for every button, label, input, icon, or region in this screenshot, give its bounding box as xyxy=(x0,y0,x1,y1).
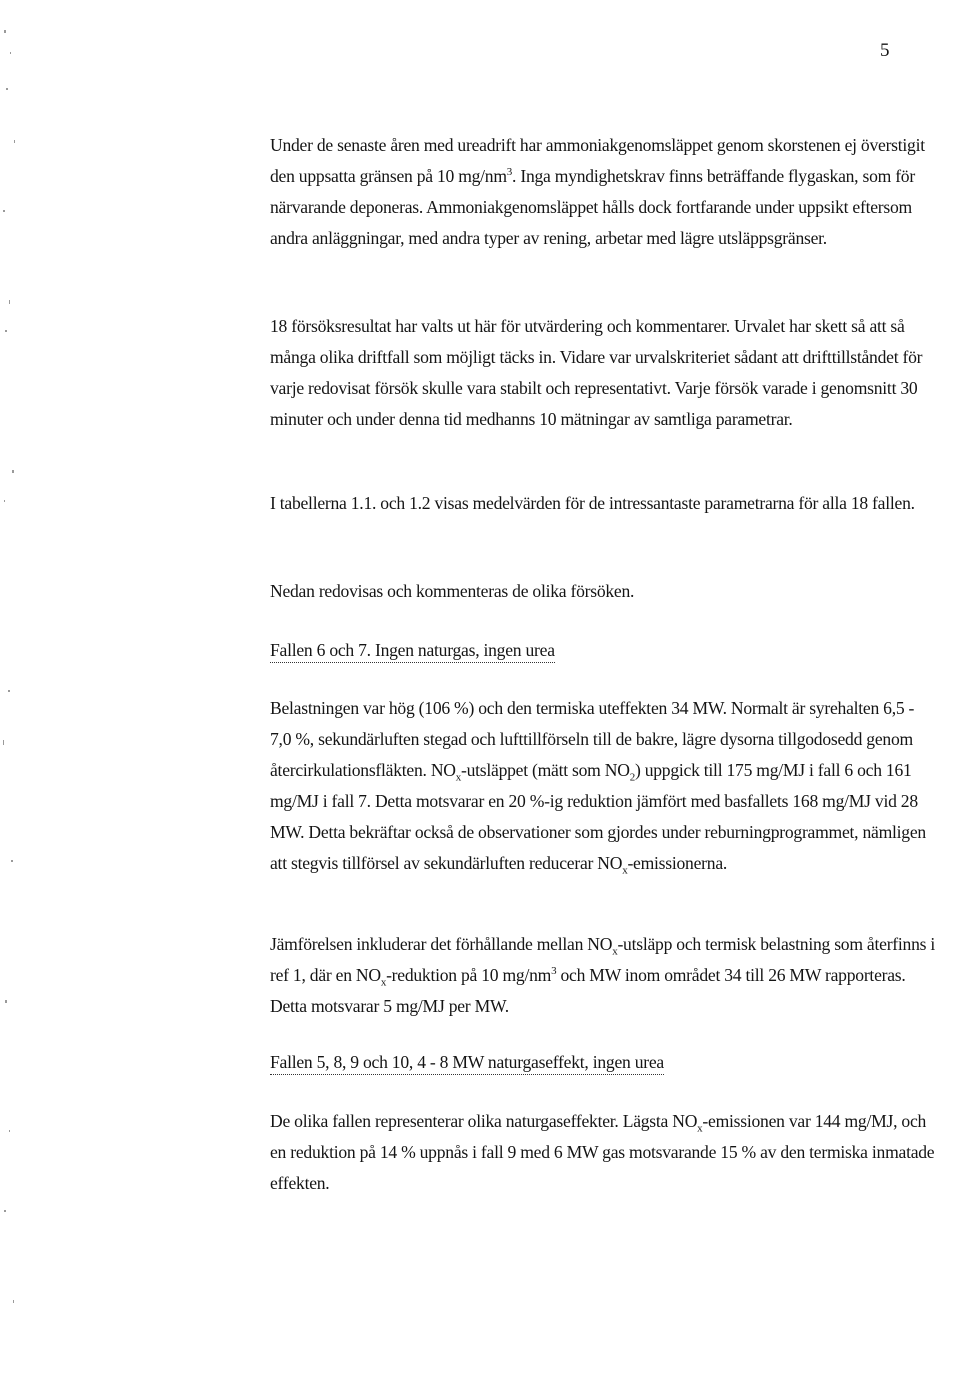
subscript: x xyxy=(622,864,628,877)
subscript: x xyxy=(380,976,387,989)
text-segment: -utsläppet (mätt som NO xyxy=(460,760,630,780)
text-segment: -reduktion på 10 mg/nm xyxy=(386,965,552,985)
superscript: 3 xyxy=(551,965,557,978)
text-segment: De olika fallen representerar olika naturgaseffekter. Lägsta NO xyxy=(270,1111,698,1131)
text-segment: Under de senaste åren med ureadrift har ammoniakgenomsläppet genom skorstenen ej överstigit den uppsatta gränsen på 10 mg/nm xyxy=(270,135,925,186)
scan-edge-noise xyxy=(0,0,40,1378)
section-heading-cases-6-7: Fallen 6 och 7. Ingen naturgas, ingen urea xyxy=(270,638,555,663)
text-segment: . Inga myndighetskrav finns beträffande flygaskan, som för närvarande deponeras. Ammoniakgenomsläppet hålls dock fortfarande under uppsikt eftersom andra anläggningar, med andra typer av rening, arbetar med lägre utsläppsgränser. xyxy=(270,166,915,248)
subscript: x xyxy=(697,1122,703,1135)
subscript: x xyxy=(612,945,618,958)
paragraph-intro-tests: Nedan redovisas och kommenteras de olika försöken. xyxy=(270,581,635,601)
text-segment: -emissionen var 144 mg/MJ, och en reduktion på 14 % uppnås i fall 9 med 6 MW gas motsvarande 15 % av den termiska inmatade effekten. xyxy=(270,1111,935,1193)
text-segment: och MW inom området 34 till 26 MW rapporteras. Detta motsvarar 5 mg/MJ per MW. xyxy=(270,965,906,1016)
paragraph-test-results: 18 försöksresultat har valts ut här för utvärdering och kommentarer. Urvalet har skett så att så många olika driftfall som möjligt täcks in. Vidare var urvalskriteriet sådant att drifttillståndet för varje redovisat försök skulle vara stabilt och representativt. Varje försök varade i genomsnitt 30 minuter och under denna tid medhanns 10 mätningar av samtliga parametrar. xyxy=(270,316,923,429)
paragraph-ammonia-emissions xyxy=(270,130,938,254)
paragraph-cases-5-8-9-10 xyxy=(270,1106,938,1199)
superscript: 3 xyxy=(506,166,513,179)
paragraph-tables-reference: I tabellerna 1.1. och 1.2 visas medelvärden för de intressantaste parametrarna för alla 18 fallen. xyxy=(270,493,915,513)
page-number: 5 xyxy=(880,40,890,61)
paragraph-cases-6-7 xyxy=(270,693,938,879)
text-segment: Belastningen var hög (106 %) och den termiska uteffekten 34 MW. Normalt är syrehalten 6,5 - 7,0 %, sekundärluften stegad och lufttillförseln till de bakre, lägre dysorna tillgodosedd genom återcirkulationsfläkten. NO xyxy=(270,698,915,780)
text-segment: Jämförelsen inkluderar det förhållande mellan NO xyxy=(270,934,613,954)
text-segment: -emissionerna. xyxy=(627,853,728,873)
text-segment: ) uppgick till 175 mg/MJ i fall 6 och 161 mg/MJ i fall 7. Detta motsvarar en 20 %-ig reduktion jämfört med basfallets 168 mg/MJ vid 28 MW. Detta bekräftar också de observationer som gjordes under reburningprogrammet, nämligen att stegvis tillförsel av sekundärluften reducerar NO xyxy=(270,760,926,873)
text-segment: -utsläpp och termisk belastning som återfinns i ref 1, där en NO xyxy=(270,934,936,985)
section-heading-cases-5-8-9-10: Fallen 5, 8, 9 och 10, 4 - 8 MW naturgaseffekt, ingen urea xyxy=(270,1050,664,1075)
paragraph-comparison xyxy=(270,929,938,1022)
subscript: x xyxy=(455,771,461,784)
subscript: 2 xyxy=(629,771,635,784)
